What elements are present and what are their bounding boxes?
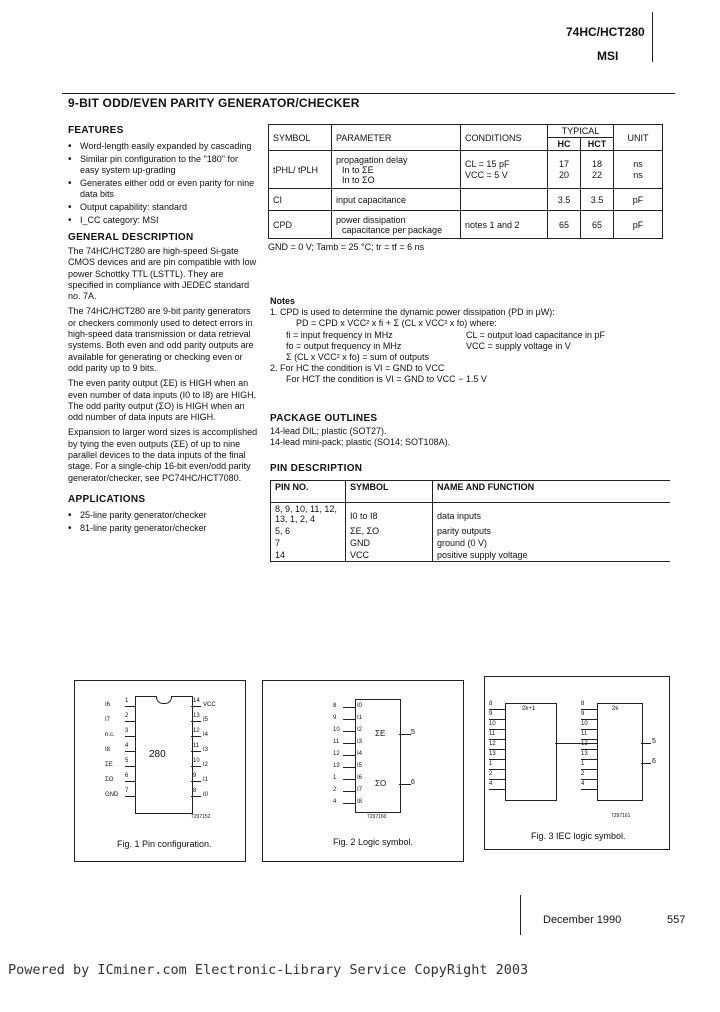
cell-parameter: capacitance per package — [342, 224, 443, 235]
note-cl: CL = output load capacitance in pF — [466, 329, 606, 340]
feature-item: • Word-length easily expanded by cascading — [68, 141, 258, 152]
pin-number: 8 — [193, 788, 197, 794]
pin-lead — [125, 781, 135, 782]
pin-no: 7 — [271, 537, 346, 549]
pin-lead — [125, 766, 135, 767]
pin-lead — [343, 779, 355, 780]
fig3-code: 7297161 — [611, 813, 631, 819]
features-list — [68, 141, 258, 226]
pin-number: 13 — [581, 751, 588, 757]
pin-label: I8 — [105, 747, 111, 753]
note-fo: fo = output frequency in MHz — [286, 340, 402, 351]
pin-number: 6 — [411, 779, 415, 786]
pin-number: 4 — [125, 743, 129, 749]
cell-parameter: propagation delay — [336, 154, 408, 165]
pin-lead — [581, 789, 597, 790]
cell-hct: 22 — [591, 169, 602, 180]
pin-number: 6 — [125, 773, 129, 779]
note-3: For HCT the condition is VI = GND to VCC − 1.5 V — [286, 374, 487, 385]
pin-number: 10 — [581, 721, 588, 727]
cell-unit: pF — [614, 189, 663, 211]
pin-number: 11 — [581, 731, 588, 737]
pin-number: 5 — [125, 758, 129, 764]
fig2-code: 7297160 — [367, 814, 387, 820]
pin-lead — [343, 719, 355, 720]
pin-number: 4 — [489, 781, 493, 787]
cell-hc: 65 — [548, 211, 581, 239]
pin-number: 2 — [581, 771, 585, 777]
cell-symbol: tPHL/ tPLH — [269, 151, 332, 189]
pin-number: 2 — [489, 771, 493, 777]
cell-symbol: CI — [269, 189, 332, 211]
pin-name: parity outputs — [437, 526, 492, 536]
pin-label: ΣO — [105, 777, 114, 783]
pin-lead — [343, 791, 355, 792]
notes — [270, 296, 670, 386]
pin-col-name: NAME AND FUNCTION — [437, 482, 535, 492]
pin-number: 1 — [333, 775, 337, 781]
iec-box-2 — [597, 703, 643, 801]
iec-box-1 — [505, 703, 557, 801]
pin-symbol: GND — [346, 537, 433, 549]
pin-symbol: I0 to I8 — [346, 503, 433, 526]
features-heading: FEATURES — [68, 125, 124, 136]
pin-number: 12 — [489, 741, 496, 747]
figure-iec-symbol — [484, 676, 670, 850]
wire — [399, 734, 411, 735]
pin-description — [270, 463, 670, 562]
wire — [641, 743, 651, 744]
pin-label: I0 — [203, 792, 209, 798]
cell-hct: 18 — [591, 158, 602, 169]
fig2-caption: Fig. 2 Logic symbol. — [333, 837, 414, 847]
pin-lead — [191, 796, 201, 797]
pin-lead — [489, 739, 505, 740]
chip-label: 280 — [149, 749, 166, 760]
pin-label: ΣE — [105, 762, 113, 768]
pin-lead — [581, 769, 597, 770]
col-hc: HC — [548, 138, 581, 151]
pin-lead — [191, 751, 201, 752]
pin-number: 1 — [125, 698, 129, 704]
cell-hct: 3.5 — [581, 189, 614, 211]
footer-date: December 1990 — [543, 914, 622, 926]
pin-lead — [343, 731, 355, 732]
general-paragraph: The 74HC/HCT280 are high-speed Si-gate CMOS devices and are pin compatible with low power Schottky TTL (LSTTL). They are specified in compliance with JEDEC standard no. 7A. — [68, 246, 257, 302]
iec-box-label: 2k+1 — [522, 706, 536, 712]
pin-lead — [343, 803, 355, 804]
pin-number: 13 — [489, 751, 496, 757]
pin-lead — [581, 779, 597, 780]
pin-number: 10 — [489, 721, 496, 727]
pin-label: I1 — [203, 777, 209, 783]
note-2: 2. For HC the condition is VI = GND to VCC — [270, 363, 445, 374]
pin-label: I6 — [105, 702, 111, 708]
pin-number: 11 — [333, 739, 340, 745]
pin-lead — [125, 706, 135, 707]
pin-label: I1 — [357, 715, 363, 721]
package-line: 14-lead DIL; plastic (SOT27). — [270, 426, 387, 436]
page-title: 9-BIT ODD/EVEN PARITY GENERATOR/CHECKER — [68, 96, 360, 110]
part-number: 74HC/HCT280 — [566, 25, 645, 39]
pin-lead — [489, 719, 505, 720]
pin-number: 4 — [581, 781, 585, 787]
pin-label: I4 — [357, 751, 363, 757]
pin-lead — [125, 736, 135, 737]
pin-name: data inputs — [437, 511, 482, 521]
chip-body — [135, 696, 193, 814]
pin-lead — [191, 736, 201, 737]
col-hct: HCT — [581, 138, 614, 151]
general-paragraph: The 74HC/HCT280 are 9-bit parity generators or checkers commonly used to detect errors in high-speed data transmission or data retrieval systems. Both even and odd parity outputs are available for generating or checking even or odd parity up to 9 bits. — [68, 306, 254, 373]
pin-label: I2 — [357, 727, 363, 733]
pin-col-symbol: SYMBOL — [346, 481, 433, 503]
cell-condition: CL = 15 pF — [465, 158, 510, 169]
pin-label: I3 — [357, 739, 363, 745]
cell-parameter: In to ΣE — [342, 164, 374, 175]
fig1-code: 7297152 — [191, 814, 211, 820]
cell-unit: pF — [614, 211, 663, 239]
feature-item: • Similar pin configuration to the "180" for easy system up-grading — [68, 154, 258, 176]
pin-number: 5 — [652, 738, 656, 745]
feature-item: • Output capability: standard — [68, 202, 258, 213]
feature-item: • Generates either odd or even parity for nine data bits — [68, 178, 258, 200]
pin-label: I3 — [203, 747, 209, 753]
logic-out-even: ΣE — [375, 729, 386, 738]
pin-number: 10 — [193, 758, 200, 764]
pin-number: 5 — [411, 729, 415, 736]
logic-out-odd: ΣO — [375, 779, 387, 788]
pin-lead — [489, 759, 505, 760]
cell-symbol: CPD — [269, 211, 332, 239]
pin-lead — [343, 743, 355, 744]
note-1: 1. CPD is used to determine the dynamic power dissipation (PD in μW): — [270, 307, 555, 318]
notes-heading: Notes — [270, 296, 296, 306]
general-paragraph: Expansion to larger word sizes is accomplished by tying the even outputs (ΣE) of up to nine parallel devices to the data inputs of the final stage. For a single-chip 16-bit even/odd parity generator/checker, see PC74HC/HCT7080. — [68, 427, 258, 483]
cell-hct: 65 — [581, 211, 614, 239]
pin-label: I0 — [357, 703, 363, 709]
applications-heading: APPLICATIONS — [68, 493, 146, 505]
pin-number: 2 — [125, 713, 129, 719]
pin-number: 2 — [333, 787, 337, 793]
pin-number: 12 — [333, 751, 340, 757]
general-paragraph: The even parity output (ΣE) is HIGH when an even number of data inputs (I0 to I8) are HIGH. The odd parity output (ΣO) is HIGH when an odd number of data inputs are HIGH. — [68, 378, 257, 423]
cell-hc: 20 — [558, 169, 569, 180]
pin-symbol: VCC — [346, 549, 433, 562]
pin-number: 9 — [489, 711, 493, 717]
applications-list — [68, 510, 258, 534]
pin-number: 8 — [581, 701, 585, 707]
part-category: MSI — [597, 49, 619, 63]
note-vcc: VCC = supply voltage in V — [466, 340, 571, 351]
wire — [399, 784, 411, 785]
powered-by-banner: Powered by ICminer.com Electronic-Library Service CopyRight 2003 — [8, 962, 529, 978]
pin-label: GND — [105, 792, 119, 798]
table-footnote: GND = 0 V; Tamb = 25 °C; tr = tf = 6 ns — [268, 242, 425, 252]
cell-hc: 3.5 — [548, 189, 581, 211]
pin-label: I2 — [203, 762, 209, 768]
chip-notch — [156, 696, 172, 704]
pin-number: 11 — [193, 743, 200, 749]
pin-number: 9 — [581, 711, 585, 717]
pin-no: 14 — [271, 549, 346, 562]
pin-lead — [489, 729, 505, 730]
fig3-caption: Fig. 3 IEC logic symbol. — [531, 831, 626, 841]
fig1-caption: Fig. 1 Pin configuration. — [117, 839, 212, 849]
cell-unit: ns — [633, 158, 643, 169]
package-outlines — [270, 413, 670, 449]
wire — [555, 743, 597, 744]
pin-label: n.c. — [105, 732, 115, 738]
pin-number: 13 — [193, 713, 200, 719]
pin-number: 11 — [489, 731, 496, 737]
pin-lead — [489, 709, 505, 710]
pin-number: 4 — [333, 799, 337, 805]
pin-number: 10 — [333, 727, 340, 733]
application-item: • 81-line parity generator/checker — [68, 523, 258, 534]
pindesc-heading: PIN DESCRIPTION — [270, 463, 363, 474]
package-heading: PACKAGE OUTLINES — [270, 413, 378, 424]
col-parameter: PARAMETER — [332, 125, 461, 151]
pin-label: I4 — [203, 732, 209, 738]
figure-pin-configuration — [74, 680, 246, 862]
pin-number: 1 — [581, 761, 585, 767]
pin-number: 13 — [333, 763, 340, 769]
table-row — [271, 525, 671, 537]
pin-lead — [125, 796, 135, 797]
pin-label: I7 — [105, 717, 111, 723]
footer-divider — [520, 895, 521, 935]
col-symbol: SYMBOL — [269, 125, 332, 151]
pin-number: 8 — [333, 703, 337, 709]
cell-parameter: power dissipation — [336, 214, 406, 225]
pin-symbol: ΣE, ΣO — [346, 525, 433, 537]
pin-number: 3 — [125, 728, 129, 734]
pin-lead — [191, 781, 201, 782]
pin-label: I5 — [357, 763, 363, 769]
pin-number: 9 — [193, 773, 197, 779]
characteristics-table — [268, 124, 663, 252]
note-fi: fi = input frequency in MHz — [286, 329, 393, 340]
header-divider — [652, 12, 653, 62]
pin-lead — [343, 707, 355, 708]
pin-lead — [125, 721, 135, 722]
pin-number: 7 — [125, 788, 129, 794]
pin-lead — [191, 766, 201, 767]
note-formula: PD = CPD x VCC² x fi + Σ (CL x VCC² x fo) where: — [296, 318, 497, 329]
pin-lead — [581, 729, 597, 730]
pin-number: 1 — [489, 761, 493, 767]
pin-number: 12 — [581, 741, 588, 747]
pin-label: I6 — [357, 775, 363, 781]
pin-lead — [125, 751, 135, 752]
pin-lead — [581, 739, 597, 740]
pin-col-no: PIN NO. — [271, 481, 346, 503]
pin-lead — [489, 749, 505, 750]
col-unit: UNIT — [614, 125, 663, 151]
package-line: 14-lead mini-pack; plastic (SO14; SOT108A). — [270, 437, 451, 448]
cell-condition: notes 1 and 2 — [461, 211, 548, 239]
pin-no: 8, 9, 10, 11, 12, 13, 1, 2, 4 — [271, 503, 346, 526]
top-rule — [62, 93, 675, 94]
iec-box-label: 2k — [612, 706, 619, 712]
cell-condition: VCC = 5 V — [465, 169, 508, 180]
pin-lead — [489, 779, 505, 780]
pin-number: 14 — [193, 698, 200, 704]
pin-name: ground (0 V) — [437, 538, 488, 548]
table-row — [271, 503, 671, 526]
pin-lead — [581, 709, 597, 710]
col-conditions: CONDITIONS — [461, 125, 548, 151]
pin-label: VCC — [203, 702, 216, 708]
pin-lead — [581, 749, 597, 750]
wire — [641, 763, 651, 764]
cell-parameter: In to ΣO — [342, 174, 375, 185]
pin-no: 5, 6 — [271, 525, 346, 537]
application-item: • 25-line parity generator/checker — [68, 510, 258, 521]
table-row — [271, 537, 671, 549]
table-row — [271, 549, 671, 562]
pin-label: I5 — [203, 717, 209, 723]
page-number: 557 — [667, 914, 686, 926]
pin-label: I8 — [357, 799, 363, 805]
pin-lead — [191, 721, 201, 722]
general-heading: GENERAL DESCRIPTION — [68, 232, 194, 243]
pin-label: I7 — [357, 787, 363, 793]
pin-name: positive supply voltage — [437, 550, 528, 560]
pin-lead — [489, 789, 505, 790]
left-column — [68, 125, 258, 536]
col-typical: TYPICAL — [548, 125, 614, 138]
note-sum: Σ (CL x VCC² x fo) = sum of outputs — [286, 352, 430, 363]
figure-logic-symbol — [262, 680, 464, 862]
pin-number: 12 — [193, 728, 200, 734]
cell-unit: ns — [633, 169, 643, 180]
pin-lead — [581, 719, 597, 720]
pin-lead — [489, 769, 505, 770]
feature-item: • I_CC category: MSI — [68, 215, 258, 226]
pin-number: 9 — [333, 715, 337, 721]
pin-lead — [191, 706, 201, 707]
pin-number: 6 — [652, 758, 656, 765]
pin-number: 8 — [489, 701, 493, 707]
pin-lead — [581, 759, 597, 760]
pin-lead — [343, 767, 355, 768]
pin-lead — [343, 755, 355, 756]
cell-parameter: input capacitance — [332, 189, 461, 211]
cell-hc: 17 — [558, 158, 569, 169]
